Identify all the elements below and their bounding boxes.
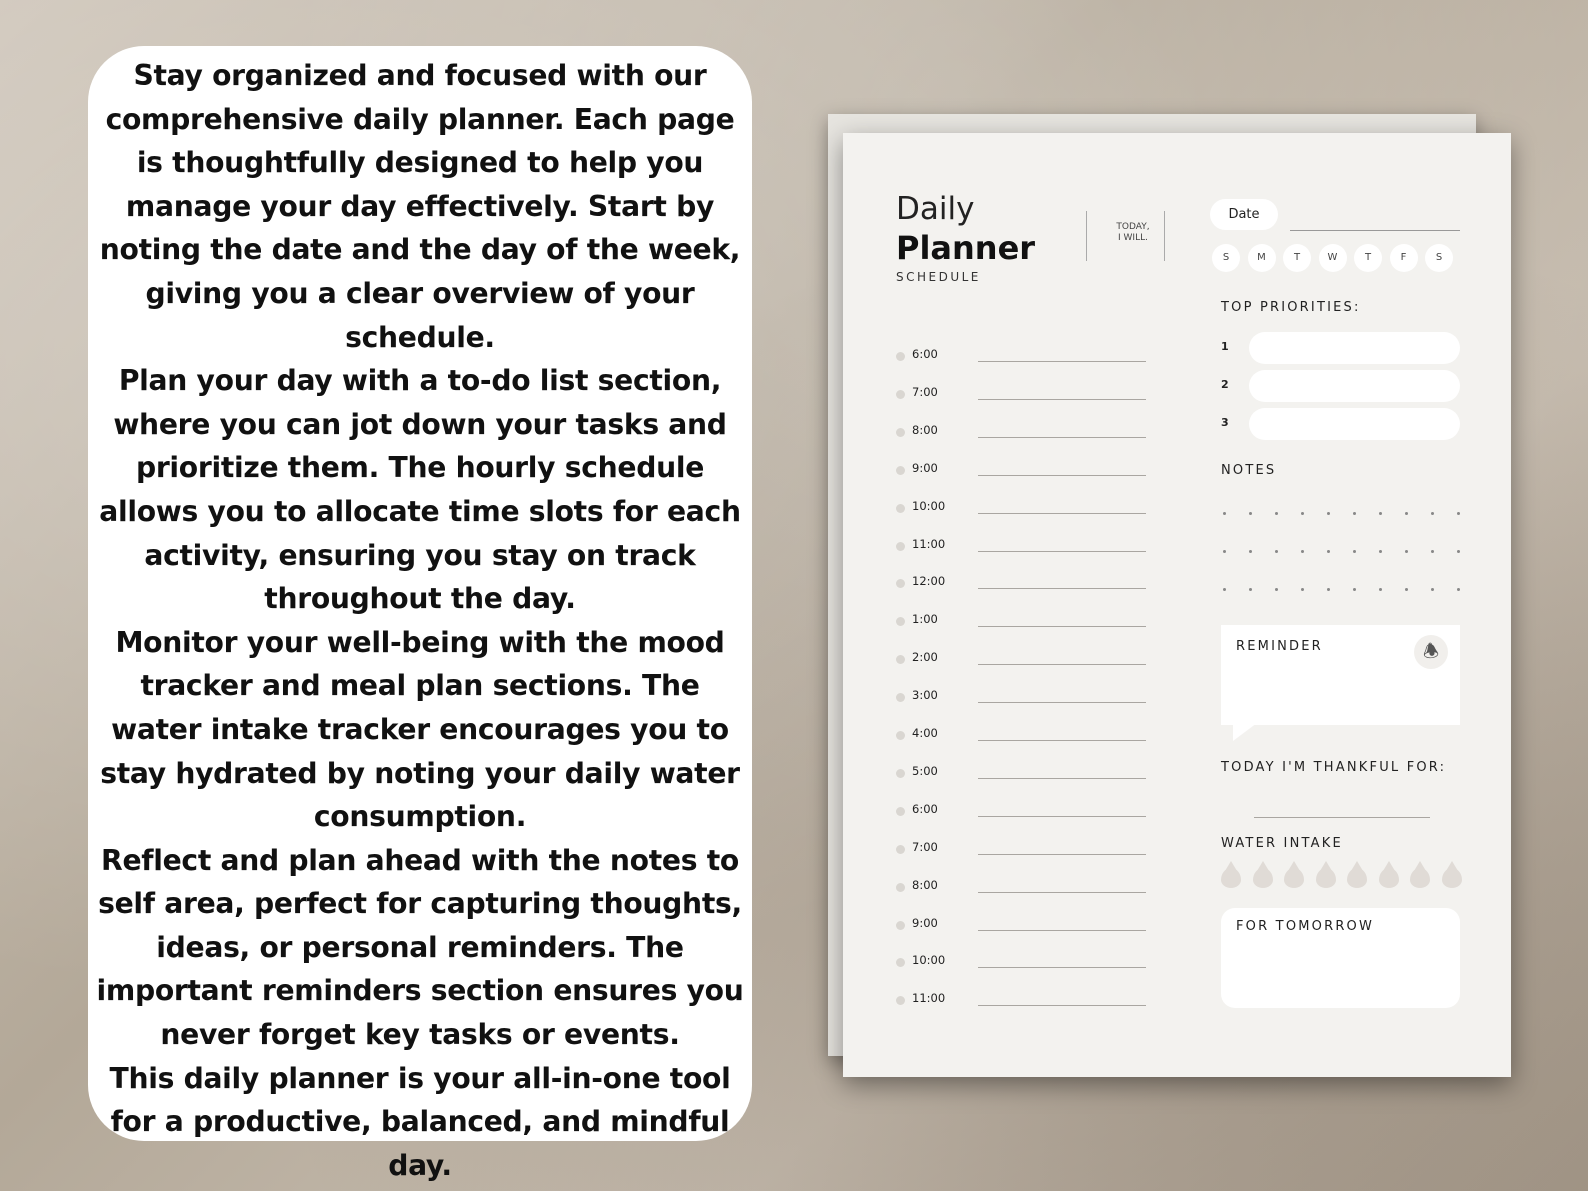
notes-dot bbox=[1249, 588, 1252, 591]
schedule-line[interactable] bbox=[978, 626, 1146, 627]
schedule-dot bbox=[896, 390, 905, 399]
bell-icon: 🕭 bbox=[1414, 635, 1448, 669]
schedule-row[interactable] bbox=[896, 878, 1146, 898]
schedule-dot bbox=[896, 428, 905, 437]
notes-dot bbox=[1301, 550, 1304, 553]
water-drop-body bbox=[1316, 868, 1336, 888]
water-intake-label: WATER INTAKE bbox=[1221, 836, 1343, 851]
schedule-line[interactable] bbox=[978, 664, 1146, 665]
notes-dot bbox=[1431, 512, 1434, 515]
today-label-line1: TODAY, bbox=[1116, 222, 1150, 232]
date-pill: Date bbox=[1210, 199, 1278, 230]
date-line[interactable] bbox=[1290, 230, 1460, 231]
notes-dot bbox=[1249, 550, 1252, 553]
schedule-dot bbox=[896, 958, 905, 967]
schedule-dot bbox=[896, 617, 905, 626]
notes-dot bbox=[1405, 512, 1408, 515]
schedule-time-label: 8:00 bbox=[912, 422, 938, 437]
divider-right bbox=[1164, 211, 1165, 261]
reminder-speech-tail bbox=[1233, 723, 1257, 741]
schedule-time-label: 6:00 bbox=[912, 347, 938, 361]
weekday-1[interactable]: M bbox=[1248, 244, 1276, 272]
schedule-line[interactable] bbox=[978, 399, 1146, 400]
schedule-time-label: 4:00 bbox=[912, 726, 938, 740]
schedule-row[interactable] bbox=[896, 688, 1146, 708]
notes-dot bbox=[1353, 512, 1356, 515]
description-card bbox=[88, 46, 752, 1182]
notes-dot bbox=[1405, 550, 1408, 553]
water-drop-body bbox=[1379, 868, 1399, 888]
schedule-row[interactable] bbox=[896, 612, 1146, 632]
description-paragraph-4: Reflect and plan ahead with the notes to self area, perfect for capturing thoughts, ideas, or personal reminders. The important reminders section ensures you never forget key tasks or events. bbox=[96, 843, 744, 1052]
top-priorities-label: TOP PRIORITIES: bbox=[1221, 300, 1361, 315]
notes-dot bbox=[1223, 550, 1226, 553]
schedule-line[interactable] bbox=[978, 588, 1146, 589]
schedule-line[interactable] bbox=[978, 778, 1146, 779]
schedule-line[interactable] bbox=[978, 437, 1146, 438]
weekday-5[interactable]: F bbox=[1390, 244, 1418, 272]
schedule-line[interactable] bbox=[978, 1005, 1146, 1006]
schedule-row[interactable] bbox=[896, 537, 1146, 557]
schedule-time-label: 11:00 bbox=[912, 536, 946, 551]
weekday-4[interactable]: T bbox=[1354, 244, 1382, 272]
schedule-dot bbox=[896, 883, 905, 892]
schedule-row[interactable] bbox=[896, 423, 1146, 443]
notes-dot bbox=[1431, 588, 1434, 591]
schedule-dot bbox=[896, 731, 905, 740]
schedule-line[interactable] bbox=[978, 513, 1146, 514]
water-drop-body bbox=[1221, 868, 1241, 888]
notes-dot bbox=[1353, 550, 1356, 553]
schedule-row[interactable] bbox=[896, 347, 1146, 367]
weekday-3[interactable]: W bbox=[1319, 244, 1347, 272]
notes-dot bbox=[1327, 512, 1330, 515]
notes-dot bbox=[1405, 588, 1408, 591]
schedule-time-label: 11:00 bbox=[912, 991, 946, 1006]
schedule-row[interactable] bbox=[896, 461, 1146, 481]
schedule-time-label: 10:00 bbox=[912, 953, 946, 968]
notes-dot bbox=[1327, 550, 1330, 553]
thankful-label: TODAY I'M THANKFUL FOR: bbox=[1221, 760, 1447, 775]
weekday-6[interactable]: S bbox=[1425, 244, 1453, 272]
schedule-dot bbox=[896, 996, 905, 1005]
schedule-time-label: 12:00 bbox=[912, 574, 946, 589]
notes-dot bbox=[1301, 512, 1304, 515]
notes-dot bbox=[1275, 512, 1278, 515]
thankful-line[interactable] bbox=[1254, 817, 1430, 818]
schedule-time-label: 10:00 bbox=[912, 498, 946, 513]
weekday-2[interactable]: T bbox=[1283, 244, 1311, 272]
schedule-dot bbox=[896, 655, 905, 664]
notes-label: NOTES bbox=[1221, 463, 1277, 478]
notes-dot bbox=[1379, 550, 1382, 553]
schedule-dot bbox=[896, 921, 905, 930]
for-tomorrow-box[interactable] bbox=[1221, 908, 1460, 1008]
water-drop-icon[interactable] bbox=[1253, 861, 1273, 893]
divider-left bbox=[1086, 211, 1087, 261]
today-label-line2: I WILL. bbox=[1118, 233, 1148, 243]
schedule-row[interactable] bbox=[896, 802, 1146, 822]
water-drop-icon[interactable] bbox=[1442, 861, 1462, 893]
schedule-row[interactable] bbox=[896, 916, 1146, 936]
planner-subtitle: SCHEDULE bbox=[896, 270, 981, 284]
schedule-time-label: 7:00 bbox=[912, 384, 938, 399]
water-drop-body bbox=[1284, 868, 1304, 888]
schedule-row[interactable] bbox=[896, 840, 1146, 860]
notes-dot bbox=[1431, 550, 1434, 553]
notes-dot bbox=[1275, 550, 1278, 553]
schedule-row[interactable] bbox=[896, 385, 1146, 405]
schedule-row[interactable] bbox=[896, 764, 1146, 784]
schedule-dot bbox=[896, 466, 905, 475]
notes-dot bbox=[1223, 512, 1226, 515]
notes-dot bbox=[1379, 512, 1382, 515]
notes-dot bbox=[1457, 512, 1460, 515]
schedule-line[interactable] bbox=[978, 702, 1146, 703]
schedule-dot bbox=[896, 579, 905, 588]
priority-field[interactable] bbox=[1249, 370, 1460, 402]
reminder-label: REMINDER bbox=[1236, 639, 1323, 654]
schedule-dot bbox=[896, 769, 905, 778]
priority-field[interactable] bbox=[1249, 332, 1460, 364]
notes-dot bbox=[1457, 550, 1460, 553]
description-paragraph-5: This daily planner is your all-in-one tool for a productive, balanced, and mindful day. bbox=[109, 1061, 731, 1182]
schedule-dot bbox=[896, 542, 905, 551]
schedule-line[interactable] bbox=[978, 854, 1146, 855]
water-drop-icon[interactable] bbox=[1347, 861, 1367, 893]
schedule-dot bbox=[896, 807, 905, 816]
schedule-line[interactable] bbox=[978, 475, 1146, 476]
today-label bbox=[1098, 222, 1168, 244]
description-paragraph-1: Stay organized and focused with our comprehensive daily planner. Each page is thoughtfully designed to help you manage your day effectively. Start by noting the date and the day of the week, giving you a clear overview of your schedule. bbox=[99, 59, 741, 354]
schedule-time-label: 9:00 bbox=[912, 460, 938, 475]
schedule-row[interactable] bbox=[896, 574, 1146, 594]
water-drop-body bbox=[1410, 868, 1430, 888]
description-paragraph-3: Monitor your well-being with the mood tracker and meal plan sections. The water intake tracker encourages you to stay hydrated by noting your daily water consumption. bbox=[100, 625, 740, 834]
schedule-time-label: 7:00 bbox=[912, 839, 938, 854]
schedule-row[interactable] bbox=[896, 499, 1146, 519]
water-drop-body bbox=[1442, 868, 1462, 888]
schedule-time-label: 9:00 bbox=[912, 915, 938, 930]
schedule-line[interactable] bbox=[978, 930, 1146, 931]
schedule-line[interactable] bbox=[978, 551, 1146, 552]
water-drop-body bbox=[1347, 868, 1367, 888]
notes-dot bbox=[1249, 512, 1252, 515]
for-tomorrow-label: FOR TOMORROW bbox=[1236, 919, 1375, 934]
schedule-line[interactable] bbox=[978, 967, 1146, 968]
water-drop-icon[interactable] bbox=[1316, 861, 1336, 893]
notes-dot bbox=[1327, 588, 1330, 591]
schedule-time-label: 1:00 bbox=[912, 612, 938, 627]
priority-number: 3 bbox=[1221, 416, 1229, 429]
notes-dot bbox=[1275, 588, 1278, 591]
water-drop-icon[interactable] bbox=[1410, 861, 1430, 893]
schedule-time-label: 6:00 bbox=[912, 801, 938, 816]
planner-sheet bbox=[843, 133, 1511, 1077]
schedule-row[interactable] bbox=[896, 991, 1146, 1011]
schedule-time-label: 3:00 bbox=[912, 688, 938, 703]
notes-dot bbox=[1353, 588, 1356, 591]
weekday-0[interactable]: S bbox=[1212, 244, 1240, 272]
water-drop-icon[interactable] bbox=[1379, 861, 1399, 893]
schedule-dot bbox=[896, 504, 905, 513]
notes-dot bbox=[1457, 588, 1460, 591]
notes-dot bbox=[1223, 588, 1226, 591]
planner-title-daily: Daily bbox=[896, 191, 975, 227]
priority-number: 2 bbox=[1221, 378, 1229, 391]
water-drop-icon[interactable] bbox=[1221, 861, 1241, 893]
water-drop-icon[interactable] bbox=[1284, 861, 1304, 893]
schedule-row[interactable] bbox=[896, 650, 1146, 670]
notes-dot bbox=[1301, 588, 1304, 591]
schedule-time-label: 8:00 bbox=[912, 877, 938, 892]
water-drop-body bbox=[1253, 868, 1273, 888]
priority-number: 1 bbox=[1221, 340, 1229, 353]
schedule-time-label: 2:00 bbox=[912, 650, 938, 665]
schedule-time-label: 5:00 bbox=[912, 763, 938, 778]
schedule-dot bbox=[896, 845, 905, 854]
schedule-line[interactable] bbox=[978, 816, 1146, 817]
description-paragraph-2: Plan your day with a to-do list section, where you can jot down your tasks and prioritize them. The hourly schedule allows you to allocate time slots for each activity, ensuring you stay on track throughout the day. bbox=[99, 364, 741, 616]
schedule-line[interactable] bbox=[978, 740, 1146, 741]
planner-title-planner: Planner bbox=[896, 229, 1036, 267]
schedule-line[interactable] bbox=[978, 361, 1146, 362]
notes-dot bbox=[1379, 588, 1382, 591]
schedule-row[interactable] bbox=[896, 726, 1146, 746]
schedule-dot bbox=[896, 352, 905, 361]
schedule-row[interactable] bbox=[896, 953, 1146, 973]
schedule-dot bbox=[896, 693, 905, 702]
schedule-line[interactable] bbox=[978, 892, 1146, 893]
priority-field[interactable] bbox=[1249, 408, 1460, 440]
